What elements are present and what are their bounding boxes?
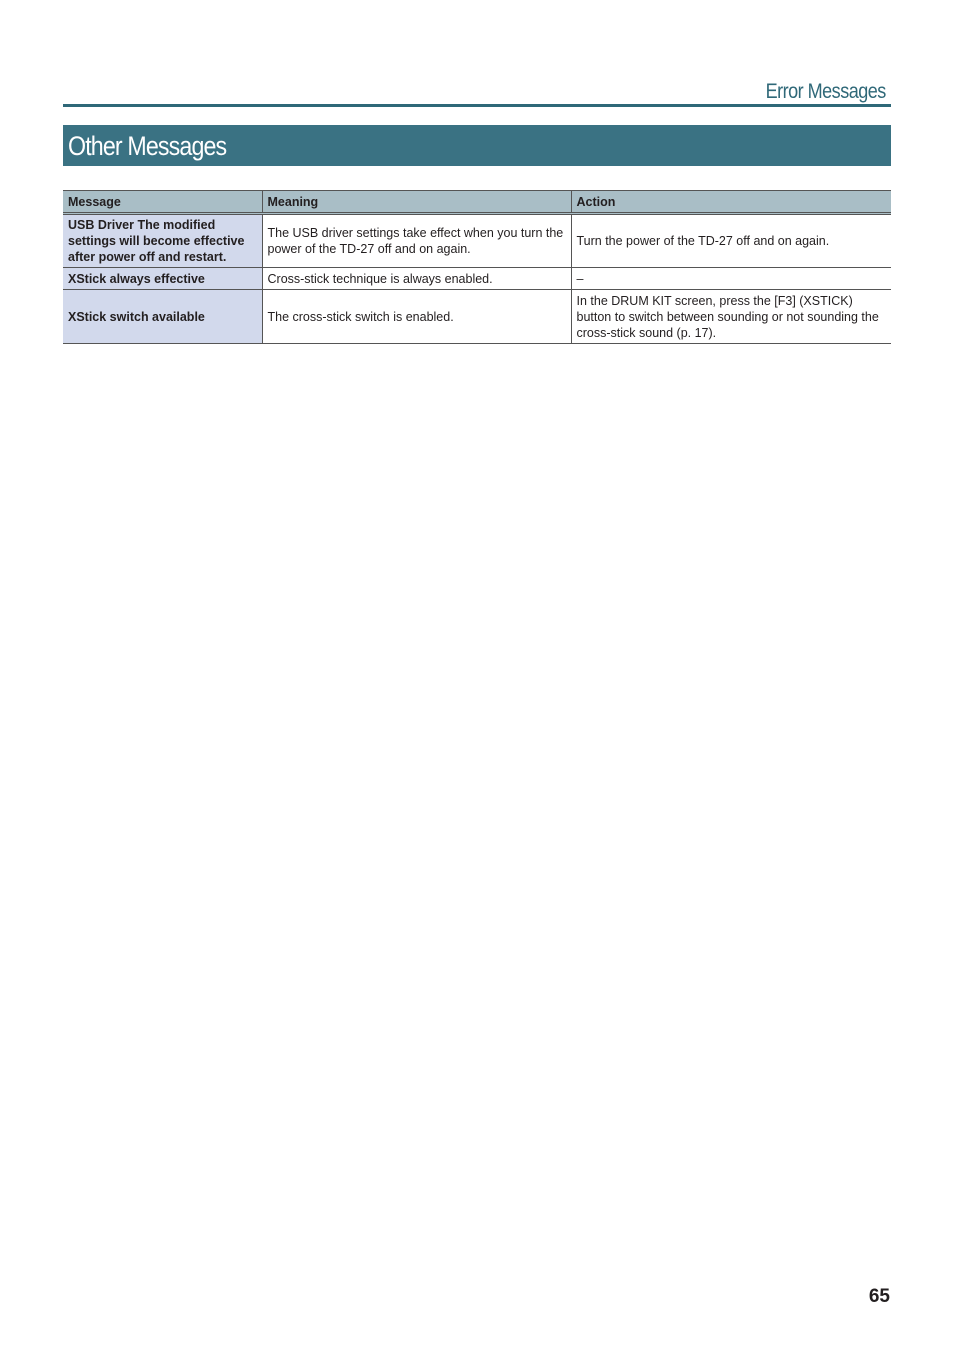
messages-table bbox=[63, 190, 891, 344]
section-title-bar bbox=[63, 125, 891, 166]
action-cell: Turn the power of the TD-27 off and on again. bbox=[571, 214, 891, 268]
section-title: Other Messages bbox=[68, 131, 227, 161]
message-cell: USB Driver The modified settings will become effective after power off and restart. bbox=[63, 214, 262, 268]
column-header-meaning: Meaning bbox=[262, 191, 571, 214]
table-row bbox=[63, 268, 891, 290]
meaning-cell: Cross-stick technique is always enabled. bbox=[262, 268, 571, 290]
header-rule bbox=[63, 104, 891, 107]
action-cell: In the DRUM KIT screen, press the [F3] (XSTICK) button to switch between sounding or not sounding the cross-stick sound (p. 17). bbox=[571, 290, 891, 344]
meaning-cell: The USB driver settings take effect when you turn the power of the TD-27 off and on again. bbox=[262, 214, 571, 268]
column-header-action: Action bbox=[571, 191, 891, 214]
message-cell: XStick switch available bbox=[63, 290, 262, 344]
table-row bbox=[63, 290, 891, 344]
column-header-message: Message bbox=[63, 191, 262, 214]
message-cell: XStick always effective bbox=[63, 268, 262, 290]
action-cell: – bbox=[571, 268, 891, 290]
page-number: 65 bbox=[868, 1286, 890, 1307]
table-row bbox=[63, 214, 891, 268]
table-header-row bbox=[63, 191, 891, 214]
running-header-title: Error Messages bbox=[765, 80, 886, 103]
meaning-cell: The cross-stick switch is enabled. bbox=[262, 290, 571, 344]
